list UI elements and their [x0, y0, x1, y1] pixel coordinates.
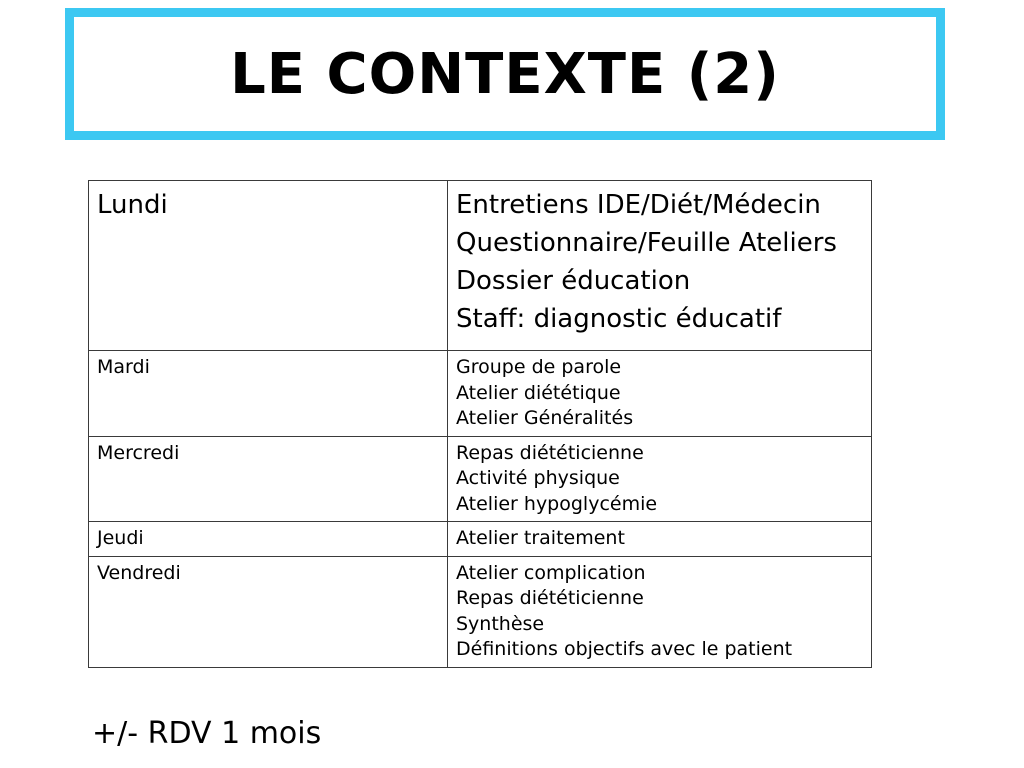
day-label: Vendredi — [97, 561, 181, 584]
activity-line: Repas diététicienne — [456, 441, 644, 464]
activity-line: Atelier complication — [456, 561, 646, 584]
day-label: Jeudi — [97, 527, 144, 549]
activity-line: Repas diététicienne — [456, 587, 644, 609]
activity-line: Activité physique — [456, 467, 620, 489]
title-box — [65, 8, 945, 140]
activity-line: Synthèse — [456, 612, 545, 635]
activities-cell — [448, 522, 872, 557]
activity-line: Questionnaire/Feuille Ateliers — [456, 228, 837, 258]
day-label: Lundi — [97, 190, 168, 220]
activity-line: Entretiens IDE/Diét/Médecin — [456, 190, 821, 220]
activity-line: Groupe de parole — [456, 356, 622, 378]
activities-cell — [448, 556, 872, 667]
table-row-lundi — [89, 181, 872, 351]
table-row-vendredi — [89, 556, 872, 667]
day-cell — [89, 522, 448, 557]
table-row-mardi — [89, 351, 872, 437]
activity-line: Atelier diététique — [456, 381, 621, 404]
activity-line: Staff: diagnostic éducatif — [456, 304, 782, 334]
activities-cell — [448, 351, 872, 437]
activities-cell — [448, 181, 872, 351]
activity-line: Dossier éducation — [456, 266, 691, 296]
table-row-mercredi — [89, 436, 872, 522]
activities-cell — [448, 436, 872, 522]
activity-line: Atelier traitement — [456, 527, 625, 549]
footnote-text: +/- RDV 1 mois — [92, 716, 322, 751]
table-row-jeudi — [89, 522, 872, 557]
weekly-schedule-table — [88, 180, 872, 668]
day-cell — [89, 556, 448, 667]
day-cell — [89, 181, 448, 351]
day-cell — [89, 436, 448, 522]
slide-title: LE CONTEXTE (2) — [230, 41, 780, 107]
day-label: Mercredi — [97, 441, 180, 464]
activity-line: Atelier hypoglycémie — [456, 492, 658, 515]
activity-line: Atelier Généralités — [456, 407, 634, 429]
day-label: Mardi — [97, 356, 150, 378]
day-cell — [89, 351, 448, 437]
activity-line: Définitions objectifs avec le patient — [456, 638, 793, 660]
